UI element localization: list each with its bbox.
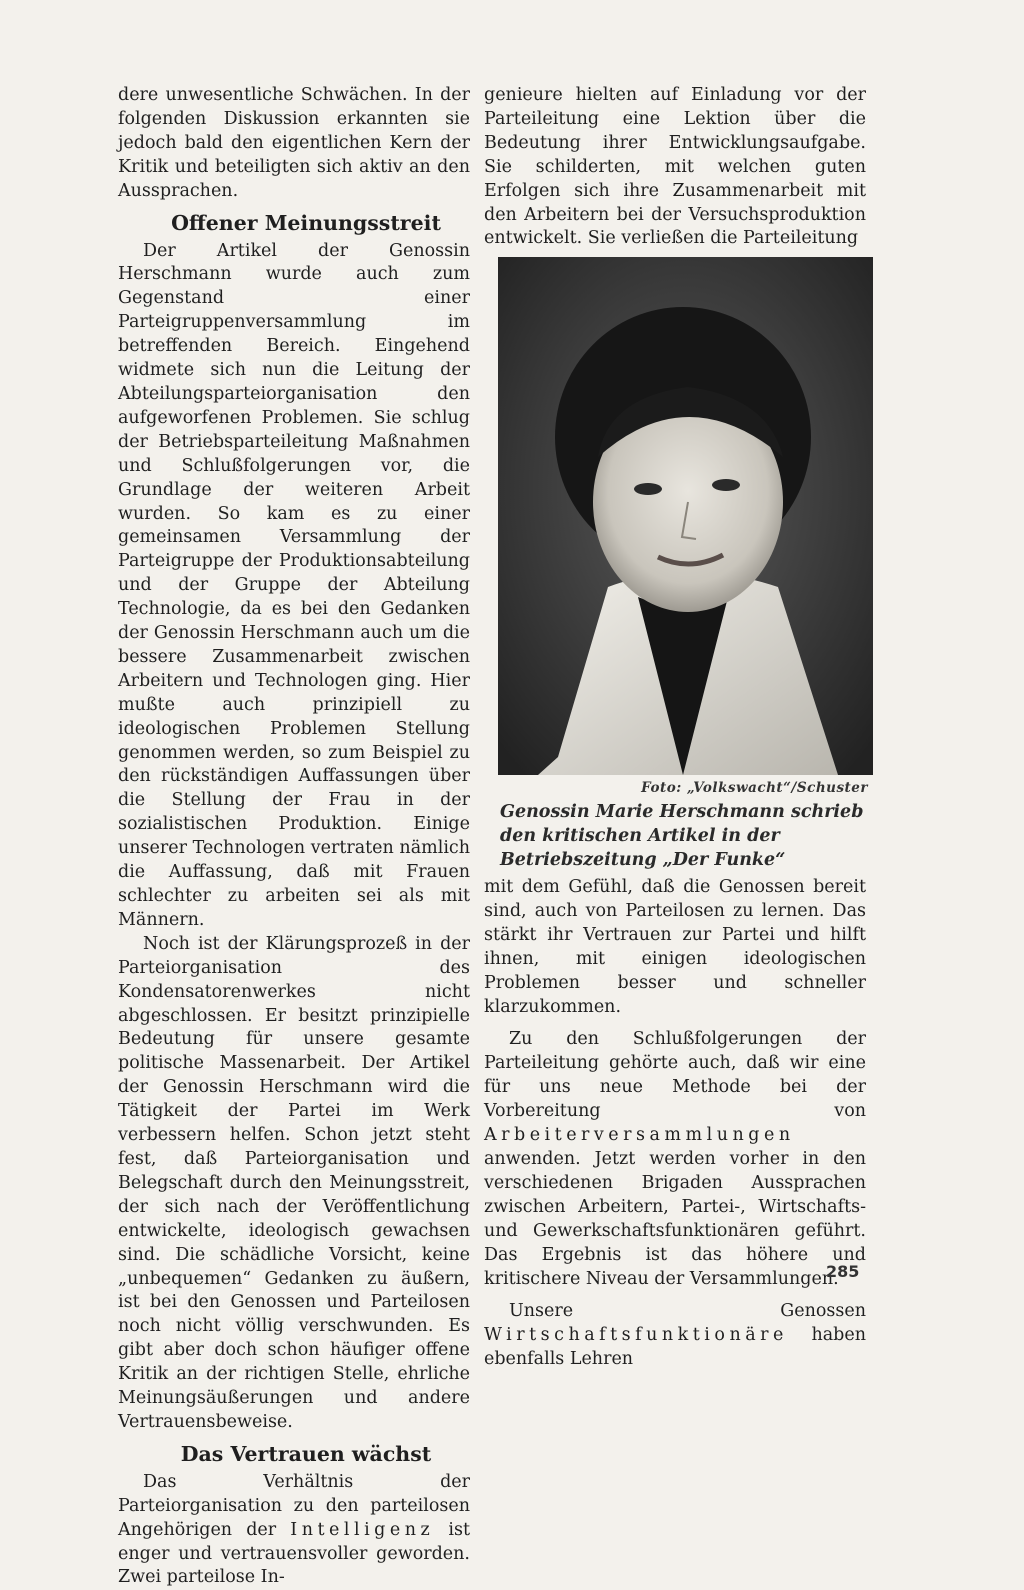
spaced-word-intelligenz: Intelligenz (290, 1519, 435, 1540)
heading-offener-meinungsstreit: Offener Meinungsstreit (171, 210, 441, 235)
portrait-photo (498, 257, 873, 775)
paragraph-right-1: mit dem Gefühl, daß die Genossen bereit sind, auch von Parteilosen zu lernen. Das stärkt ihr Vertrauen zur Partei und hilft ihnen, mit einigen ideologischen Problemen besser und schneller klarzukommen. (484, 877, 866, 1017)
photo-caption: Genossin Marie Herschmann schrieb den kritischen Artikel in der Betriebszeitung „Der Funke“ (500, 802, 864, 870)
right-column-bottom (484, 876, 866, 1372)
paragraph-right-2: Zu den Schlußfolgerungen der Parteileitung gehörte auch, daß wir eine für uns neue Methode bei der Vorbereitung von Arbeiterversammlungen anwenden. Jetzt werden vorher in den verschiedenen Brigaden Aussprachen zwischen Arbeitern, Partei-, Wirtschafts- und Gewerkschaftsfunktionären geführt. Das Ergebnis ist das höhere und kritischere Niveau der Versammlungen. (484, 1029, 866, 1289)
page-number: 285 (826, 1262, 860, 1281)
paragraph-right-top: genieure hielten auf Einladung vor der Parteileitung eine Lektion über die Bedeutung ihrer Entwicklungsaufgabe. Sie schilderten, mit welchen guten Erfolgen sich ihre Zusammenarbeit mit den Arbeitern bei der Versuchsproduktion entwickelt. Sie verließen die Parteileitung (484, 85, 866, 249)
paragraph-intro: dere unwesentliche Schwächen. In der folgenden Diskussion erkannten sie jedoch bald den eigentlichen Kern der Kritik und beteiligten sich aktiv an den Aussprachen. (118, 85, 470, 201)
portrait-illustration (498, 257, 873, 775)
heading-das-vertrauen-waechst: Das Vertrauen wächst (180, 1441, 432, 1466)
spaced-word-arbeiterversammlungen: Arbeiterversammlungen (484, 1125, 795, 1146)
left-column (118, 84, 470, 1590)
right-column-top (484, 84, 866, 251)
paragraph-3: Das Verhältnis der Parteiorganisation zu den parteilosen Angehörigen der Intelligenz ist enger und vertrauensvoller geworden. Zwei parteilose In- (118, 1471, 470, 1588)
photo-credit: Foto: „Volkswacht“/Schuster (641, 780, 868, 796)
paragraph-right-3: Unsere Genossen Wirtschaftsfunktionäre haben ebenfalls Lehren (484, 1301, 866, 1370)
paragraph-2: Noch ist der Klärungsprozeß in der Parteiorganisation des Kondensatorenwerkes nicht abgeschlossen. Er besitzt prinzipielle Bedeutung für unsere gesamte politische Massenarbeit. Der Artikel der Genossin Herschmann wird die Tätigkeit der Partei im Werk verbessern helfen. Schon jetzt steht fest, daß Parteiorganisation und Belegschaft durch den Meinungsstreit, der sich nach der Veröffentlichung entwickelte, ideologisch gewachsen sind. Die schädliche Vorsicht, keine „unbequemen“ Gedanken zu äußern, ist bei den Genossen und Parteilosen noch nicht völlig verschwunden. Es gibt aber doch schon häufiger offene Kritik an der richtigen Stelle, ehrliche Meinungsäußerungen und andere Vertrauensbeweise. (118, 933, 470, 1432)
paragraph-1: Der Artikel der Genossin Herschmann wurde auch zum Gegenstand einer Parteigruppenversammlung im betreffenden Bereich. Eingehend widmete sich nun die Leitung der Abteilungsparteiorganisation den aufgeworfenen Problemen. Sie schlug der Betriebsparteileitung Maßnahmen und Schlußfolgerungen vor, die Grundlage der weiteren Arbeit wurden. So kam es zu einer gemeinsamen Versammlung der Parteigruppe der Produktionsabteilung und der Gruppe der Abteilung Technologie, da es bei den Gedanken der Genossin Herschmann auch um die bessere Zusammenarbeit zwischen Arbeitern und Technologen ging. Hier mußte auch prinzipiell zu ideologischen Problemen Stellung genommen werden, so zum Beispiel zu den rückständigen Auffassungen über die Stellung der Frau in der sozialistischen Produktion. Einige unserer Technologen vertraten nämlich die Auffassung, daß mit Frauen schlechter zu arbeiten sei als mit Männern. (118, 240, 470, 930)
spaced-word-wirtschaftsfunktionaere: Wirtschaftsfunktionäre (484, 1325, 788, 1346)
